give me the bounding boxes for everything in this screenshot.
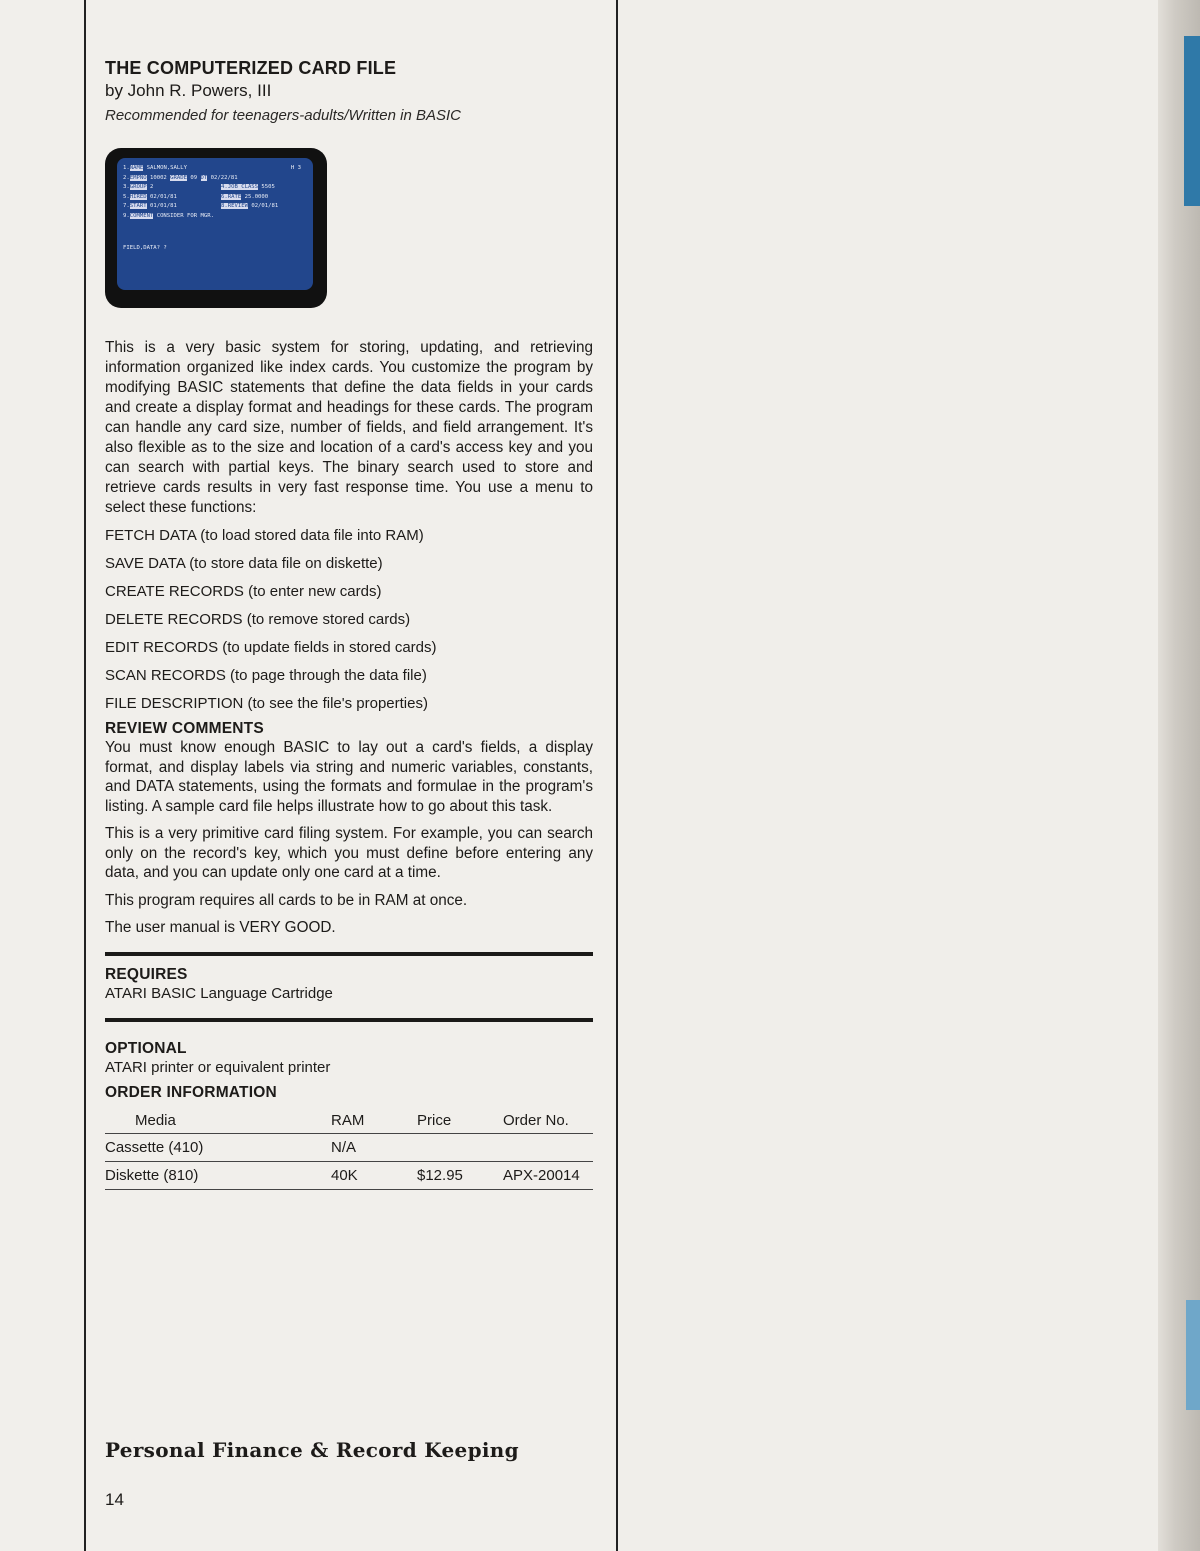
screen-line-1: 1.NAME SALMON,SALLY H 3 (123, 165, 301, 171)
description-paragraph: This is a very basic system for storing, updating, and retrieving information organized like index cards. You customize the program by modifying BASIC statements that define the data fields in your cards and create a display format and headings for these cards. The program can handle any card size, number of fields, and field arrangement. It's also flexible as to the size and location of a card's access key and you can search with partial keys. The binary search used to store and retrieve cards results in very fast response time. You use a menu to select these functions: (105, 339, 593, 516)
article (105, 58, 593, 1190)
table-cell (417, 1133, 503, 1161)
review-heading: REVIEW COMMENTS (105, 720, 264, 737)
table-cell: Cassette (410) (105, 1133, 331, 1161)
review-paragraph-3: This program requires all cards to be in RAM at once. (105, 891, 468, 909)
list-item: CREATE RECORDS (to enter new cards) (105, 583, 382, 600)
screen-line-3: 3.GROUP 2 4.JOB CLASS 5505 (123, 184, 275, 191)
order-heading: ORDER INFORMATION (105, 1083, 277, 1101)
list-item: EDIT RECORDS (to update fields in stored cards) (105, 639, 437, 656)
table-cell (503, 1133, 593, 1161)
column-header: Order No. (503, 1108, 593, 1134)
section-tab-bottom (1186, 1300, 1200, 1410)
review-paragraph-2: This is a very primitive card filing system. For example, you can search only on the record's key, which you must define before entering any data, and you can update only one card at a time. (105, 825, 593, 881)
requires-heading: REQUIRES (105, 965, 188, 983)
table-cell: $12.95 (417, 1161, 503, 1189)
list-item: DELETE RECORDS (to remove stored cards) (105, 611, 411, 628)
list-item: SAVE DATA (to store data file on diskette) (105, 555, 383, 572)
optional-heading: OPTIONAL (105, 1039, 187, 1057)
review-paragraph-4: The user manual is VERY GOOD. (105, 919, 336, 936)
screen-line-6: 9.COMMENT CONSIDER FOR MGR. (123, 212, 214, 219)
list-item: SCAN RECORDS (to page through the data file) (105, 667, 427, 684)
table-row (105, 1133, 593, 1161)
list-item: FETCH DATA (to load stored data file into RAM) (105, 527, 424, 544)
optional-text: ATARI printer or equivalent printer (105, 1058, 331, 1076)
divider (105, 952, 593, 956)
order-table (105, 1108, 593, 1190)
list-item: FILE DESCRIPTION (to see the file's properties) (105, 695, 428, 712)
article-author: by John R. Powers, III (105, 81, 272, 100)
table-cell: 40K (331, 1161, 417, 1189)
monitor-screenshot (105, 148, 327, 308)
right-page (618, 0, 1158, 1551)
review-paragraph-1: You must know enough BASIC to lay out a card's fields, a display format, and display labels via string and numeric variables, constants, and DATA statements, using the formats and formulae in the program's listing. A sample card file helps illustrate how to go about this task. (105, 739, 593, 815)
column-header: Media (105, 1108, 331, 1134)
section-footer-title: Personal Finance & Record Keeping (105, 1438, 519, 1462)
column-header: Price (417, 1108, 503, 1134)
divider (105, 1018, 593, 1022)
left-margin-rule (84, 0, 86, 1551)
table-cell: APX-20014 (503, 1161, 593, 1189)
screen-line-2: 2.EMPNO 10002 GRADE 09 DT 02/22/81 (123, 174, 238, 181)
recommendation-line: Recommended for teenagers-adults/Written in BASIC (105, 107, 461, 124)
table-header-row (105, 1108, 593, 1134)
column-header: RAM (331, 1108, 417, 1134)
article-title: THE COMPUTERIZED CARD FILE (105, 58, 397, 78)
screen-line-5: 7.START 01/01/81 8.REVIEW 02/01/81 (123, 203, 279, 210)
page-number: 14 (105, 1490, 124, 1509)
function-list (105, 526, 593, 714)
section-tab-top (1184, 36, 1200, 206)
requires-text: ATARI BASIC Language Cartridge (105, 984, 333, 1002)
table-cell: Diskette (810) (105, 1161, 331, 1189)
screen-line-4: 5.HIRED 02/01/81 6.RATE 25.0000 (123, 193, 269, 200)
table-cell: N/A (331, 1133, 417, 1161)
program-screen (117, 158, 313, 290)
screen-prompt: FIELD,DATA? ? (123, 244, 167, 251)
table-row (105, 1161, 593, 1189)
